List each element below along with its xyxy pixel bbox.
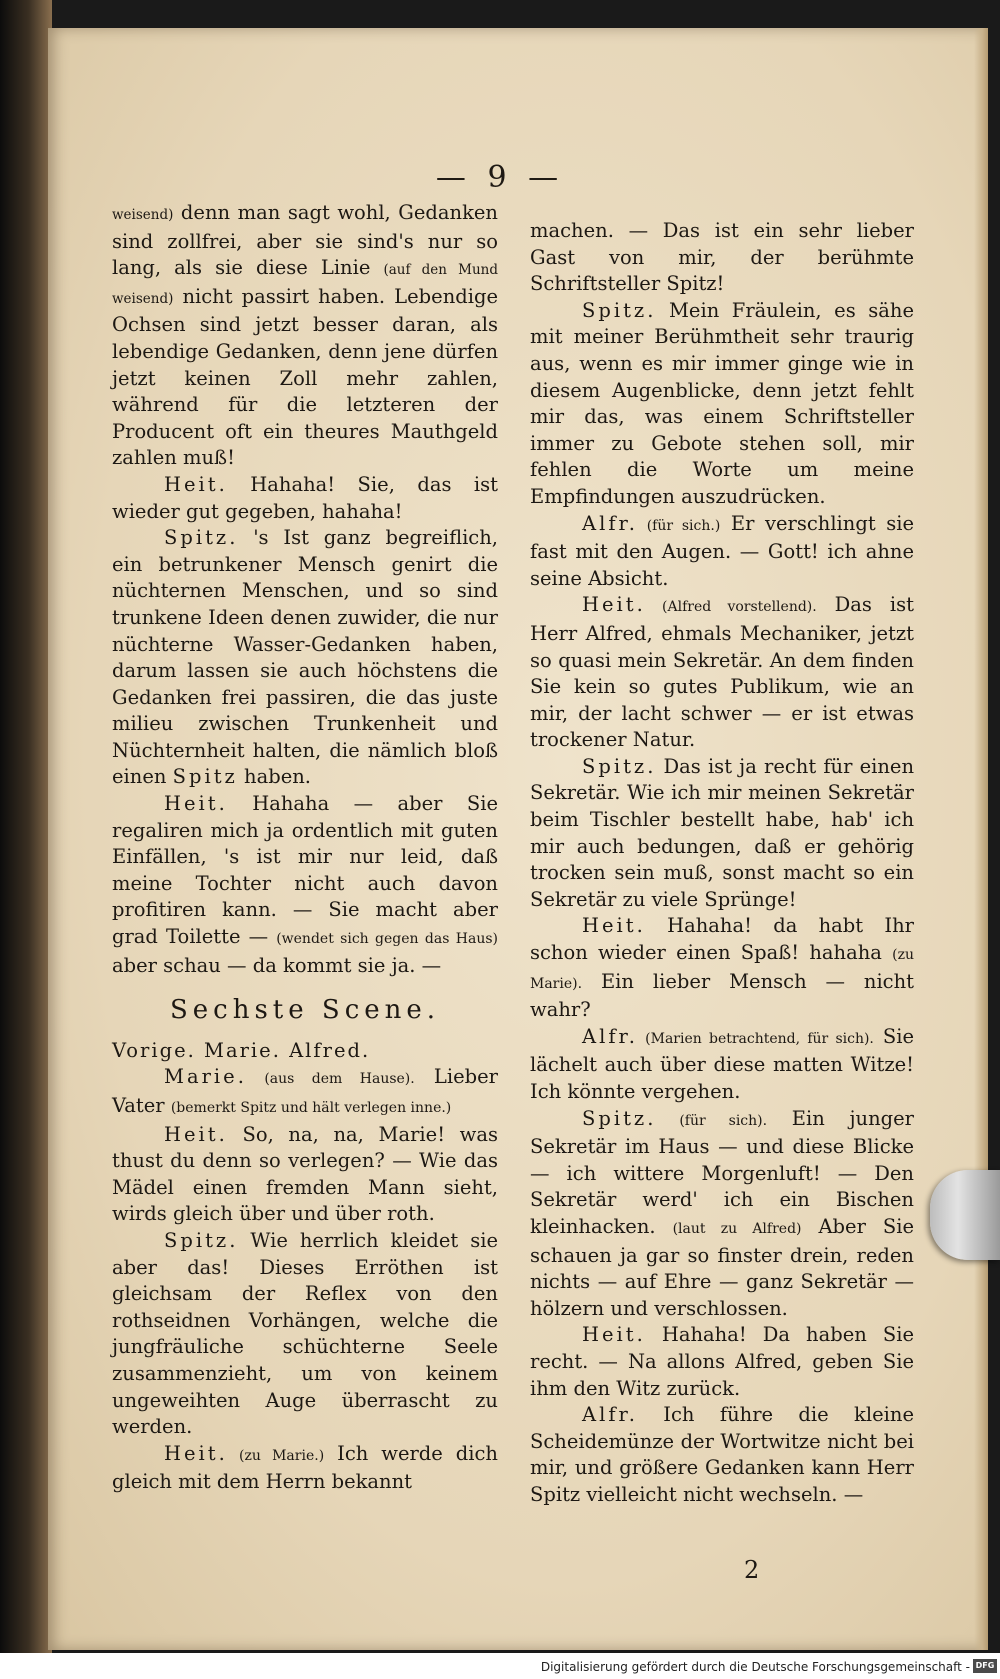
stage-direction: (zu Marie.)	[227, 1447, 325, 1464]
stage-direction: (wendet sich gegen das Haus)	[276, 931, 499, 948]
speaker-name: Alfr.	[582, 1024, 638, 1048]
footer-credit: Digitalisierung gefördert durch die Deutsche Forschungsgemeinschaft -	[540, 1660, 970, 1674]
dialogue-text: 's Ist ganz begreiflich, ein betrunkener Mensch genirt die nüchternen Menschen, und so sind trunkene Ideen denen zuwider, die nur nüchterne Wasser-Gedanken haben, darum lassen sie auch höchstens die Gedanken frei passiren, die das	[112, 526, 498, 709]
paragraph	[112, 200, 498, 472]
speaker-name: Heit.	[582, 593, 646, 617]
dialogue-text: zwischen Trunkenheit und Nüchternheit halten, die nämlich bloß einen	[112, 712, 498, 789]
digitization-footer	[0, 1653, 1000, 1679]
paragraph	[530, 511, 914, 593]
stage-direction: (für sich).	[656, 1112, 768, 1129]
speaker-name: Alfr.	[582, 511, 638, 535]
stage-direction: (laut zu Alfred)	[672, 1220, 802, 1237]
speaker-name: Heit.	[164, 1122, 228, 1146]
dialogue-text: Hahaha! Sie, das ist wieder gut gegeben, hahaha!	[112, 472, 498, 523]
paragraph	[530, 592, 914, 754]
dialogue-text: Aber Sie schauen ja gar so finster drein, reden nichts — auf Ehre — ganz Sekretär — hölzern und verschlossen.	[530, 1214, 914, 1320]
dialogue-text: denn man sagt wohl, Gedanken sind zollfrei, aber sie sind's nur so lang, als sie diese Linie	[112, 201, 498, 280]
stage-direction: (bemerkt Spitz und hält verlegen inne.)	[170, 1100, 452, 1116]
dialogue-text: machen. — Das ist ein sehr lieber Gast von mir, der berühmte Schriftsteller Spitz!	[530, 219, 914, 296]
stage-direction: (aus dem Hause).	[246, 1071, 415, 1088]
signature-mark: 2	[744, 1556, 760, 1584]
book-spine	[0, 0, 52, 1679]
speaker-name: Spitz.	[164, 1228, 239, 1252]
dialogue-text: Mein Fräulein, es sähe mit meiner Berühmtheit sehr traurig aus, wenn es mir immer ginge wie in diesem Augenblicke, denn jetzt fehlt mir das, was einem Schriftsteller immer zu Gebote stehen soll, mir fehlen die Worte um meine Empfindungen auszudrücken.	[530, 298, 914, 508]
dialogue-text: nicht passirt haben. Lebendige Ochsen sind jetzt besser daran, als lebendige Gedanken, denn jene dürfen jetzt keinen Zoll mehr zahlen, während für die letzteren der Producent oft ein theures Mauthgeld zahlen muß!	[112, 284, 498, 470]
stage-direction: (Marien betrachtend, für sich).	[637, 1030, 874, 1047]
paragraph	[530, 218, 914, 298]
stage-direction: (für sich.)	[637, 517, 721, 534]
dialogue-text: Hahaha — aber Sie regaliren mich ja ordentlich mit guten Einfällen, 's ist mir nur leid, daß meine Tochter nicht auch davon profitiren kann. — Sie macht aber grad Toilette —	[112, 792, 498, 949]
speaker-name: Spitz.	[164, 526, 239, 550]
dialogue-text: haben.	[237, 765, 312, 789]
paragraph	[112, 1441, 498, 1496]
dialogue-text: Lieber Vater	[112, 1065, 498, 1117]
speaker-name: Heit.	[582, 1323, 646, 1347]
dialogue-text: Sie lächelt auch über diese matten Witze! Ich könnte vergehen.	[530, 1024, 914, 1103]
paragraph	[530, 1106, 914, 1323]
dialogue-text: So, na, na, Marie! was thust du denn so verlegen? — Wie das Mädel einen fremden Mann sieht, wirds gleich über und über roth.	[112, 1122, 498, 1226]
column-divider	[510, 210, 511, 1560]
dialogue-text: Wie herrlich kleidet sie aber das! Dieses Erröthen ist gleichsam der Reflex von den rothseidnen Vorhängen, welche die jungfräuliche schüchterne Seele zusammenzieht, um von keinem ungeweihten Auge überrascht zu werden.	[112, 1228, 498, 1439]
paragraph	[530, 913, 914, 1023]
paragraph	[530, 1024, 914, 1106]
dialogue-text: Ich führe die kleine Scheidemünze der Wortwitze nicht bei mir, und größere Gedanken kann Herr Spitz vielleicht nicht wechseln. —	[530, 1403, 914, 1506]
paragraph	[112, 1228, 498, 1441]
speaker-name: Heit.	[164, 792, 228, 816]
paragraph	[530, 298, 914, 511]
paragraph	[112, 1122, 498, 1228]
cast-list: Vorige. Marie. Alfred.	[112, 1038, 371, 1062]
dfg-logo-icon: DFG	[973, 1659, 997, 1673]
dialogue-text: Das ist ja recht für einen Sekretär. Wie ich mir meinen Sekretär beim Tischler bestellt habe, hab' ich mir auch bedungen, daß er gehörig trocken sein muß, sonst macht so ein Sekretär zu viele Sprünge!	[530, 754, 914, 911]
speaker-name: Alfr.	[582, 1403, 638, 1427]
dialogue-text: Ich werde dich gleich mit dem Herrn bekannt	[112, 1441, 498, 1494]
paragraph	[112, 472, 498, 525]
paragraph	[112, 791, 498, 979]
paragraph	[112, 1064, 498, 1121]
page-number: — 9 —	[435, 160, 565, 195]
page-clip	[930, 1170, 1000, 1260]
paragraph	[530, 1402, 914, 1508]
stage-direction: weisend)	[112, 207, 174, 223]
right-text-column	[530, 218, 914, 1509]
speaker-name: Spitz.	[582, 1106, 657, 1130]
speaker-name: Heit.	[164, 1441, 228, 1465]
spaced-text: Spitz	[172, 765, 238, 789]
paragraph	[112, 525, 498, 791]
scene-heading: Sechste Scene.	[169, 995, 441, 1026]
speaker-name: Marie.	[164, 1065, 247, 1089]
left-text-column	[112, 200, 498, 1496]
speaker-name: Spitz.	[582, 754, 657, 778]
stage-direction: (zu Marie).	[530, 947, 914, 992]
emphasis-text: juste milieu	[112, 685, 498, 736]
stage-direction: (Alfred vorstellend).	[645, 599, 817, 616]
speaker-name: Spitz.	[582, 298, 657, 322]
paragraph	[530, 754, 914, 914]
page-edge	[974, 28, 988, 1650]
speaker-name: Heit.	[582, 914, 646, 938]
dialogue-text: Er verschlingt sie fast mit den Augen. — Gott! ich ahne seine Absicht.	[530, 511, 915, 590]
dialogue-text: aber schau — da kommt sie ja. —	[112, 953, 442, 977]
dialogue-text: Ein lieber Mensch — nicht wahr?	[530, 969, 914, 1022]
stage-direction: (auf den Mund weisend)	[112, 262, 498, 307]
speaker-name: Heit.	[164, 472, 228, 496]
dialogue-text: Ein junger Sekretär im Haus — und diese Blicke — ich wittere Morgenluft! — Den Sekretär werd' ich ein Bischen kleinhacken.	[530, 1106, 915, 1238]
dialogue-text: Hahaha! da habt Ihr schon wieder einen Spaß! hahaha	[530, 914, 914, 965]
dialogue-text: Das ist Herr Alfred, ehmals Mechaniker, jetzt so quasi mein Sekretär. An dem finden Sie kein so gutes Publikum, wie an mir, der lacht schwer — er ist etwas trockener Natur.	[530, 593, 914, 752]
paragraph	[530, 1322, 914, 1402]
dialogue-text: Hahaha! Da haben Sie recht. — Na allons Alfred, geben Sie ihm den Witz zurück.	[530, 1323, 914, 1400]
